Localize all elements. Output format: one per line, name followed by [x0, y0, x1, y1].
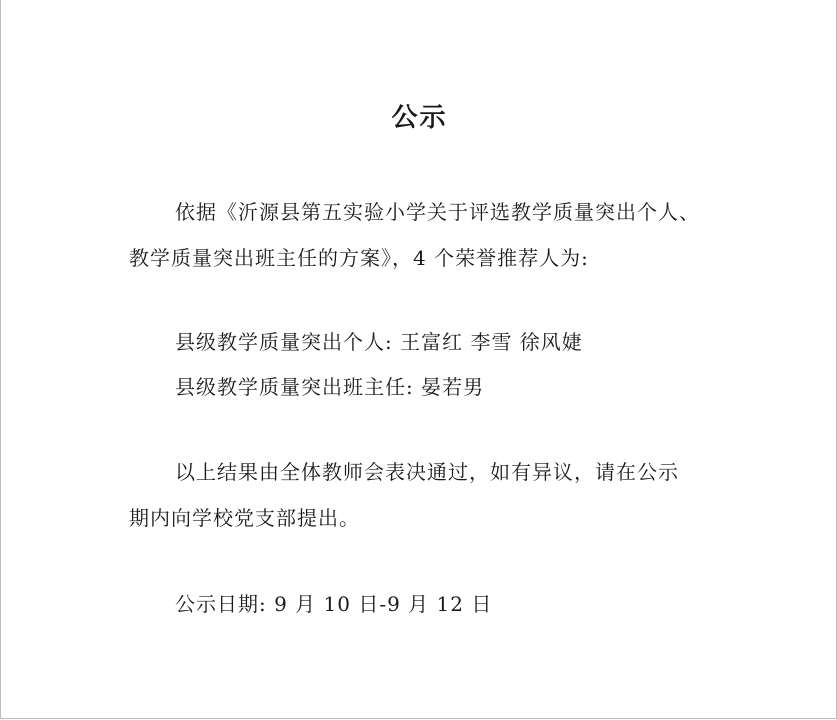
paragraph-2-line-1: 以上结果由全体教师会表决通过，如有异议，请在公示: [175, 460, 679, 484]
paragraph-1-line-1: 依据《沂源县第五实验小学关于评选教学质量突出个人、: [175, 200, 700, 224]
document-title: 公示: [391, 103, 448, 133]
recommendation-head-teacher: 县级教学质量突出班主任: 晏若男: [175, 375, 485, 399]
recommendation-individual: 县级教学质量突出个人: 王富红 李雪 徐风婕: [175, 330, 583, 354]
paragraph-1-line-2: 教学质量突出班主任的方案》，4 个荣誉推荐人为:: [129, 246, 589, 270]
paragraph-2-line-2: 期内向学校党支部提出。: [129, 506, 360, 530]
notice-period: 公示日期: 9 月 10 日-9 月 12 日: [175, 592, 493, 616]
